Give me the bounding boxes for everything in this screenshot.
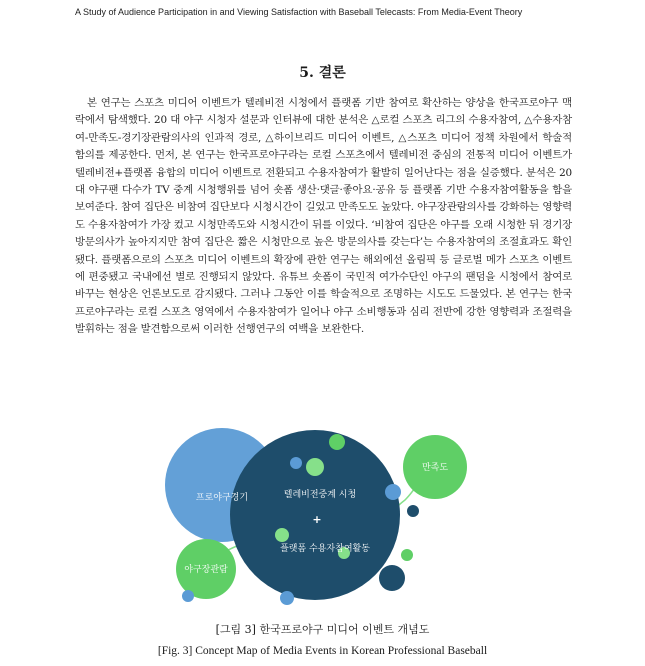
small-blue-circle — [182, 590, 194, 602]
label-pro-baseball: 프로야구경기 — [195, 493, 249, 503]
small-green-circle — [401, 549, 413, 561]
small-blue-circle — [280, 591, 294, 605]
section-title: 5. 결론 — [299, 65, 346, 81]
concept-map-figure — [165, 425, 485, 610]
figure-caption-korean: [그림 3] 한국프로야구 미디어 이벤트 개념도 — [215, 623, 430, 636]
small-dark-circle — [407, 505, 419, 517]
label-platform-participation: 플랫폼 수용자참여활동 — [280, 544, 370, 554]
small-green-circle — [306, 458, 324, 476]
small-blue-circle — [385, 484, 401, 500]
label-tv-viewing: 텔레비전중계 시청 — [283, 490, 357, 500]
label-stadium: 야구장관람 — [184, 565, 228, 575]
conclusion-paragraph: 본 연구는 스포츠 미디어 이벤트가 텔레비전 시청에서 플랫폼 기반 참여로 확산하는 양상을 한국프로야구 맥락에서 탐색했다. 20 대 야구 시청자 설문과 인터뷰에 대한 분석은 △로컬 스포츠 리그의 수용자참여, △수용자참여-만족도-경기장관람의사의 인과적 경로, △하이브리드 미디어 이벤트, △스포츠 미디어 정책 차원에서 학술적 함의를 제공한다. 먼저, 본 연구는 한국프로야구라는 로컬 스포츠에서 텔레비전 중심의 전통적 미디어 이벤트가 텔레비전+플랫폼 융합의 미디어 이벤트로 전환되고 수용자참여가 활발히 일어난다는 점을 실증했다. 분석은 20 대 야구팬 다수가 TV 중계 시청행위를 넘어 숏폼 생산·댓글·좋아요·공유 등 플랫폼 기반 수용자참여활동을 함을 보여준다. 참여 집단은 비참여 집단보다 시청시간이 길었고 만족도도 높았다. 야구장관람의사를 강화하는 영향력도 수용자참여가 가장 컸고 시청만족도와 시청시간이 뒤를 이었다. ‘비참여 집단은 야구를 오래 시청한 뒤 경기장방문의사가 높아지지만 참여 집단은 짧은 시청만으로 높은 방문의사를 갖는다’는 수용자참여의 조절효과도 확인됐다. 플랫폼으로의 스포츠 미디어 이벤트의 확장에 관한 연구는 해외에선 올림픽 등 글로벌 메가 스포츠 이벤트에 편중됐고 국내에선 별로 진행되지 않았다. 유튜브 숏폼이 국민적 여가수단인 야구의 팬덤을 시청에서 참여로 바꾸는 현상은 언론보도로 감지됐다. 그러나 그동안 이를 학술적으로 조명하는 시도도 드물었다. 본 연구는 한국프로야구라는 로컬 스포츠 영역에서 수용자참여가 일어나 야구 소비행동과 심리 전반에 강한 영향력과 조절력을 발휘하는 점을 발견함으로써 이러한 선행연구의 여백을 보완한다. — [75, 97, 572, 336]
concept-map-svg — [165, 425, 485, 610]
small-dark-circle — [379, 565, 405, 591]
label-plus: + — [312, 513, 322, 526]
small-blue-circle — [290, 457, 302, 469]
label-satisfaction: 만족도 — [421, 463, 449, 473]
figure-caption-english: [Fig. 3] Concept Map of Media Events in Korean Professional Baseball — [157, 645, 488, 657]
small-green-circle — [275, 528, 289, 542]
small-green-circle — [329, 434, 345, 450]
running-head: A Study of Audience Participation in and Viewing Satisfaction with Baseball Telecasts: From Media-Event Theory — [75, 7, 523, 17]
